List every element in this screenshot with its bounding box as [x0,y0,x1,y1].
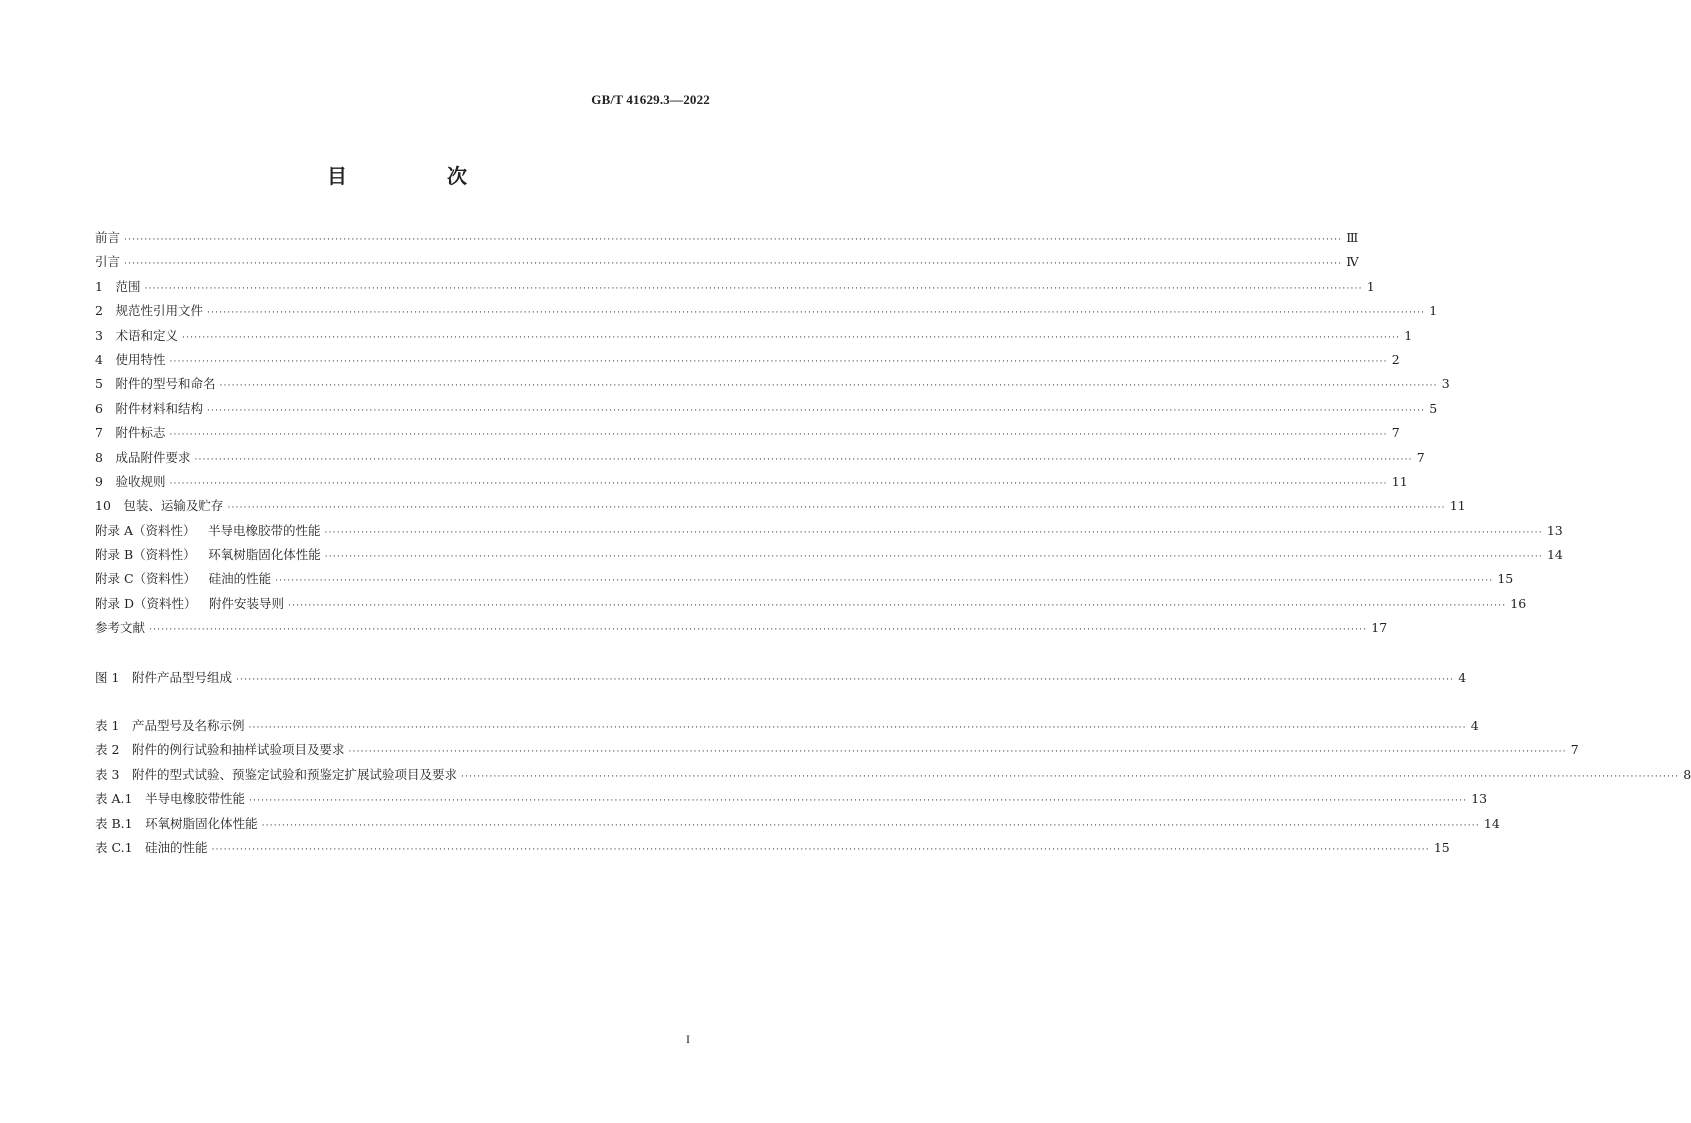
toc-entry[interactable] [95,470,1408,494]
toc-entry-page: 13 [1471,791,1488,807]
toc-entry[interactable] [95,299,1438,323]
toc-entry-number: 10 [95,498,111,514]
dot-leader: ············································································································································································································································································································ [169,356,1388,367]
toc-entry-title: 附件产品型号组成 [131,669,232,685]
toc-entry-number: 7 [95,425,103,441]
toc-entry-page: 1 [1366,278,1375,294]
toc-entry-title: 附件标志 [115,425,166,441]
toc-entry-title: 术语和定义 [115,327,178,343]
dot-leader: ············································································································································································································································································································ [248,723,1467,734]
toc-entry-page: 4 [1470,718,1479,734]
toc-entry[interactable] [95,250,1359,274]
toc-entry-number: 6 [95,400,103,416]
toc-entry[interactable] [95,519,1563,543]
toc-entry-number: 附录 D（资料性） [95,595,197,611]
toc-entry-title: 附件材料和结构 [115,400,203,416]
dot-leader: ············································································································································································································································································································ [324,527,1543,538]
toc-entry-page: 14 [1546,547,1563,563]
toc-entry-number: 4 [95,351,103,367]
dot-leader: ············································································································································································································································································································ [261,820,1480,831]
toc-entry-page: 17 [1371,620,1388,636]
dot-leader: ············································································································································································································································································································ [275,576,1494,587]
toc-entry-title: 包装、运输及贮存 [123,498,224,514]
toc-entry-title: 规范性引用文件 [115,303,203,319]
dot-leader: ············································································································································································································································································································ [149,625,1368,636]
dot-leader: ············································································································································································································································································································ [144,283,1363,294]
toc-entry-number: 表 A.1 [95,791,133,807]
toc-entry-title: 附件的型号和命名 [115,376,216,392]
toc-entry-title: 附件的型式试验、预鉴定试验和预鉴定扩展试验项目及要求 [131,766,457,782]
toc-entry-title: 参考文献 [95,620,146,636]
dot-leader: ············································································································································································································································································································ [348,747,1567,758]
toc-entry-title: 附件的例行试验和抽样试验项目及要求 [131,742,345,758]
toc-entry-page: 15 [1433,839,1450,855]
dot-leader: ············································································································································································································································································································ [124,259,1343,270]
toc-entry-page: 4 [1458,669,1467,685]
toc-entry-title: 半导电橡胶带的性能 [208,522,321,538]
toc-entry-page: 5 [1429,400,1438,416]
toc-entry[interactable] [95,763,1691,787]
toc-main-section [95,226,1563,641]
dot-leader: ············································································································································································································································································································ [227,503,1446,514]
dot-leader: ············································································································································································································································································································ [235,674,1455,685]
toc-entry[interactable] [95,592,1527,616]
toc-entry-title: 硅油的性能 [145,839,208,855]
table-of-contents [95,226,1691,860]
toc-entry[interactable] [95,738,1579,762]
dot-leader: ············································································································································································································································································································ [169,478,1388,489]
toc-entry-page: 14 [1483,815,1500,831]
toc-entry[interactable] [95,397,1438,421]
toc-entry-page: 11 [1391,473,1408,489]
toc-entry[interactable] [95,275,1375,299]
toc-entry-title: 范围 [115,278,141,294]
toc-entry[interactable] [95,226,1359,250]
toc-entry-page: Ⅲ [1346,230,1359,245]
toc-entry-title: 硅油的性能 [208,571,272,587]
toc-entry-page: 11 [1449,498,1466,514]
dot-leader: ············································································································································································································································································································ [211,844,1430,855]
toc-entry-title: 产品型号及名称示例 [131,718,245,734]
dot-leader: ············································································································································································································································································································ [206,405,1426,416]
toc-figures-section [95,666,1467,690]
toc-entry[interactable] [95,787,1488,811]
toc-entry[interactable] [95,836,1450,860]
toc-entry-page: 7 [1416,449,1425,465]
dot-leader: ············································································································································································································································································································ [460,771,1680,782]
toc-entry-page: 1 [1404,327,1413,343]
toc-entry-number: 8 [95,449,103,465]
toc-entry-number: 表 2 [95,742,120,758]
toc-entry-number: 表 C.1 [95,839,133,855]
dot-leader: ············································································································································································································································································································ [124,235,1343,245]
toc-entry[interactable] [95,372,1450,396]
dot-leader: ············································································································································································································································································································ [181,332,1401,343]
toc-entry-title: 附件安装导则 [209,595,285,611]
toc-entry-title: 半导电橡胶带性能 [144,791,245,807]
toc-entry-page: 13 [1546,522,1563,538]
toc-entry-title: 使用特性 [115,351,166,367]
toc-entry-number: 附录 A（资料性） [95,522,196,538]
toc-entry-title: 环氧树脂固化体性能 [208,547,321,563]
toc-entry-number: 表 B.1 [95,815,133,831]
dot-leader: ············································································································································································································································································································ [248,796,1468,807]
toc-entry-title: 引言 [95,254,121,270]
toc-entry-page: 7 [1391,425,1400,441]
toc-tables-section [95,714,1691,860]
toc-entry[interactable] [95,616,1388,640]
toc-entry-page: 2 [1391,351,1400,367]
toc-entry-title: 前言 [95,230,121,245]
toc-entry-page: 1 [1429,303,1438,319]
dot-leader: ············································································································································································································································································································ [169,430,1388,441]
toc-entry-number: 图 1 [95,669,120,685]
toc-entry-number: 附录 B（资料性） [95,547,196,563]
page-number: I [686,1032,690,1046]
toc-entry-number: 1 [95,278,103,294]
toc-entry[interactable] [95,543,1563,567]
toc-entry-page: 7 [1570,742,1579,758]
dot-leader: ············································································································································································································································································································ [206,308,1426,319]
toc-entry-title: 验收规则 [115,473,166,489]
toc-entry-number: 3 [95,327,103,343]
toc-entry-title: 环氧树脂固化体性能 [145,815,258,831]
toc-entry-page: 16 [1510,595,1527,611]
toc-entry[interactable] [95,714,1479,738]
toc-entry-title: 成品附件要求 [115,449,191,465]
toc-entry[interactable] [95,421,1400,445]
toc-entry-number: 5 [95,376,103,392]
dot-leader: ············································································································································································································································································································ [219,381,1438,392]
dot-leader: ············································································································································································································································································································ [194,454,1413,465]
toc-entry[interactable] [95,324,1413,348]
dot-leader: ············································································································································································································································································································ [288,600,1507,611]
toc-entry-page: 3 [1441,376,1450,392]
toc-entry[interactable] [95,666,1467,690]
toc-entry[interactable] [95,348,1400,372]
standard-code: GB/T 41629.3—2022 [591,92,710,107]
dot-leader: ············································································································································································································································································································ [324,552,1543,563]
toc-entry-number: 表 1 [95,718,120,734]
page-title: 目 次 [327,164,507,188]
toc-entry-number: 2 [95,303,103,319]
toc-entry-page: 8 [1683,766,1691,782]
toc-entry[interactable] [95,567,1514,591]
toc-entry[interactable] [95,812,1500,836]
toc-entry-page: 15 [1497,571,1514,587]
toc-entry-page: Ⅳ [1346,254,1359,270]
toc-entry[interactable] [95,446,1425,470]
toc-entry-number: 表 3 [95,766,120,782]
toc-entry-number: 附录 C（资料性） [95,571,197,587]
toc-entry[interactable] [95,494,1466,518]
toc-entry-number: 9 [95,473,103,489]
